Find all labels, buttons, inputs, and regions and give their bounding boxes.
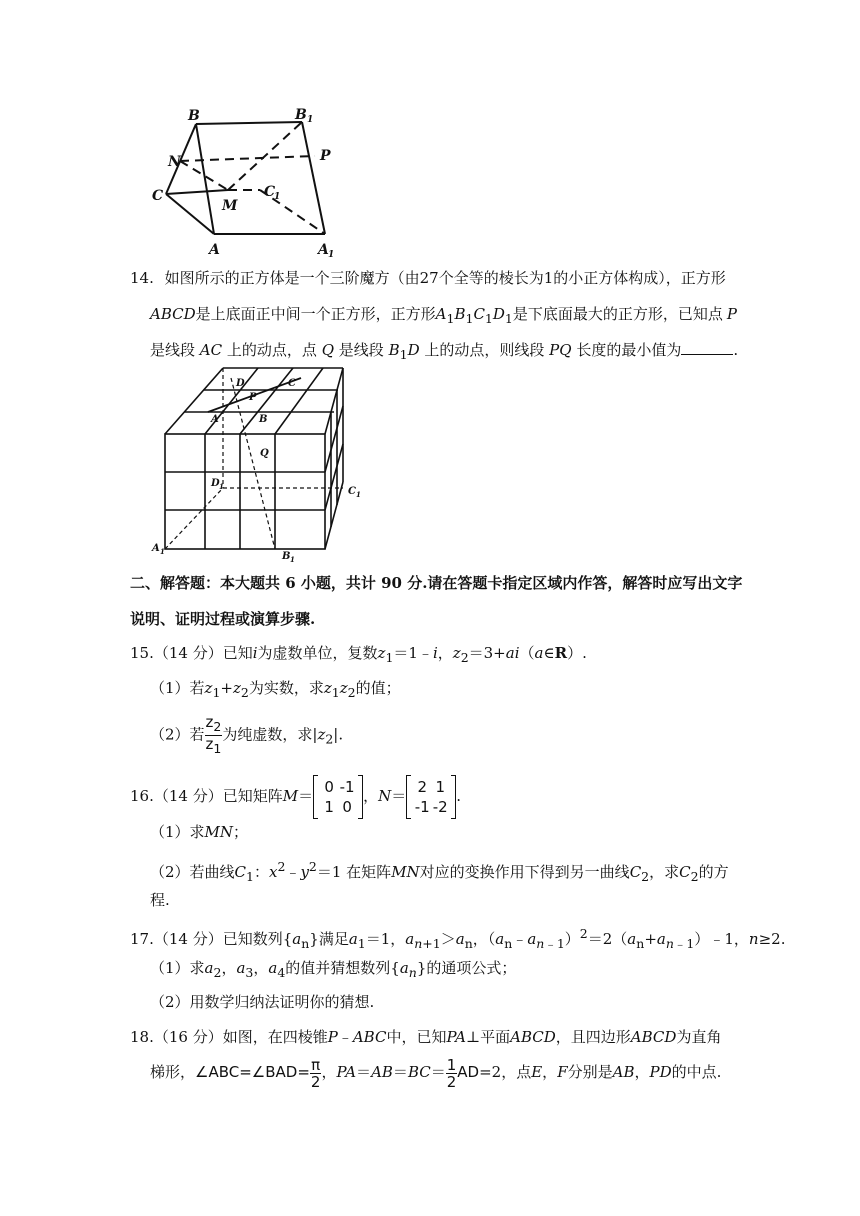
q14-q: Q (321, 341, 334, 359)
q17-p1k: a (399, 959, 409, 977)
q15-p1i: 1 (331, 685, 340, 700)
q14-pq: PQ (549, 341, 572, 359)
q14-b1d: B (388, 341, 400, 359)
q14-line1 (130, 268, 726, 288)
m12: -1 (339, 778, 355, 796)
label-A1-sub: 1 (160, 547, 165, 556)
q18-ABCD: ABCD (510, 1028, 556, 1046)
q14-text1: 如图所示的正方体是一个三阶魔方（由27个全等的棱长为1的小正方体构成），正方形 (164, 269, 726, 287)
q16-p2b: C (234, 863, 247, 881)
fraction-z2-over-z1 (205, 714, 223, 757)
q15-z1: z (377, 644, 386, 662)
q18-stem (130, 1027, 721, 1047)
q15-p2d: 2 (325, 731, 334, 747)
q17-n: n (748, 930, 759, 948)
q17-a2s (414, 936, 441, 951)
q17-p1i: 4 (277, 965, 286, 980)
frac-num-sub: 2 (213, 719, 222, 734)
label-N: N (168, 154, 181, 170)
n22: -2 (432, 798, 448, 816)
q18-ABCD2: ABCD (630, 1028, 677, 1046)
q17-p1j: 的值并猜想数列{ (285, 959, 400, 977)
q17-a3s: n (464, 936, 473, 951)
q15-z2-sub: 2 (460, 650, 469, 665)
edge-CA (166, 194, 214, 234)
q18-AB: AB (371, 1063, 393, 1081)
label-B1-sub: 1 (307, 115, 314, 125)
q17-t10: ≥2. (758, 930, 786, 948)
section2-line1: 二、解答题：本大题共 6 小题，共计 90 分.请在答题卡指定区域内作答，解答时应写出文字 (130, 574, 743, 592)
right-h1 (325, 406, 343, 472)
q17-a4: a (495, 930, 505, 948)
q17-ansub: n (301, 936, 310, 951)
q17-p1h: a (268, 959, 278, 977)
label-D: D (236, 378, 245, 389)
answer-blank[interactable] (681, 340, 733, 355)
q16-p2m: C (629, 863, 642, 881)
front-face (165, 434, 325, 549)
q18-l2j: 的中点. (671, 1063, 722, 1081)
q18-l2c: ＝ (356, 1063, 372, 1081)
q15-p1h: z (323, 679, 332, 697)
q16-M: M (282, 787, 299, 805)
q14-d: D (407, 341, 420, 359)
n11: 2 (417, 778, 428, 796)
label-B1-sub: 1 (290, 555, 295, 562)
q17-an: a (292, 930, 302, 948)
q17-t3: ＞ (440, 930, 456, 948)
q15-ai: ai (505, 644, 520, 662)
q14-line2 (150, 304, 737, 329)
q14-d1-sub: 1 (504, 311, 513, 326)
fraction-pi-over-2 (310, 1057, 322, 1090)
q17-a4s: n (504, 936, 513, 951)
q16-part2-cont: 程. (150, 891, 170, 909)
frac-one: 1 (446, 1055, 457, 1074)
q17-stem (130, 924, 785, 954)
frac-den-z: z (205, 735, 214, 753)
edge-BB1 (196, 122, 302, 124)
q16-p2g: ﹣ (285, 863, 301, 881)
q18-t2: 中，已知 (386, 1028, 447, 1046)
q18-l2h: 分别是 (567, 1063, 613, 1081)
q18-AB2: AB (612, 1063, 635, 1081)
q18-head: 18.（16 分）如图，在四棱锥 (130, 1028, 328, 1046)
q18-F: F (557, 1063, 568, 1081)
q18-l2g: ， (542, 1063, 558, 1081)
q15-p2c: z (317, 725, 326, 744)
q15-p2a: （2）若 (150, 725, 205, 744)
q14-text4: 是线段 (150, 341, 196, 359)
q17-p1f: 3 (245, 965, 254, 980)
frac-two: 2 (310, 1072, 321, 1091)
q15-p2b: 为纯虚数，求| (222, 725, 318, 744)
q15-p1a: （1）若 (150, 679, 205, 697)
q15-part2 (150, 714, 343, 758)
label-C1-sub: 1 (356, 490, 361, 499)
q17-t4: ，（ (472, 930, 496, 948)
edge-CM (166, 190, 228, 194)
q18-l2b: ， (321, 1063, 337, 1081)
frac-num-z: z (205, 713, 214, 731)
q16-part1 (150, 822, 248, 842)
q17-a5: a (527, 930, 537, 948)
label-C1: C (348, 486, 356, 497)
q18-t5: 为直角 (676, 1028, 722, 1046)
q17-a7s-n: n (665, 936, 674, 951)
label-C: C (152, 188, 164, 204)
q15-i: i (252, 644, 258, 662)
q15-p1d: + (220, 679, 233, 697)
q16-p2q: 2 (690, 869, 699, 884)
edge-B1A1 (302, 122, 325, 234)
q15-t6: ∈ (543, 644, 555, 662)
q16-p2d: ： (253, 863, 269, 881)
q17-t8: + (644, 930, 657, 948)
q14-text7: 上的动点，则线段 (424, 341, 545, 359)
label-B: B (188, 108, 200, 124)
q17-t9: ）﹣1， (694, 930, 749, 948)
label-B1: B (295, 107, 307, 123)
q15-p2e: |. (333, 725, 344, 744)
q15-p1f: 2 (240, 685, 249, 700)
q14-text5: 上的动点，点 (226, 341, 317, 359)
m11: 0 (324, 778, 334, 796)
q17-a2s-plus: +1 (422, 936, 441, 951)
q16-N: N (378, 787, 392, 805)
q17-t1: }满足 (309, 930, 349, 948)
q16-p2p: C (679, 863, 691, 881)
q18-l2a: 梯形， (150, 1063, 196, 1081)
frac-den (205, 736, 223, 757)
q17-a5s (536, 936, 565, 951)
frac-pi: π (311, 1055, 321, 1074)
q18-t1: ﹣ (337, 1028, 353, 1046)
q14-text8: 长度的最小值为 (576, 341, 682, 359)
q14-a1-sub: 1 (446, 311, 455, 326)
q15-stem (130, 643, 587, 668)
q17-p1a: （1）求 (150, 959, 205, 977)
q15-p1b: z (204, 679, 213, 697)
q15-t7: ）. (567, 644, 587, 662)
q17-a2: a (405, 930, 415, 948)
q17-a3: a (455, 930, 465, 948)
q18-AD: AD (457, 1063, 480, 1081)
q16-p1a: （1）求 (150, 823, 205, 841)
q15-z1-sub: 1 (385, 650, 394, 665)
matrix-M (313, 775, 363, 819)
q15-p1k: 2 (347, 685, 356, 700)
label-A1: A (318, 242, 329, 258)
q16-p2a: （2）若曲线 (150, 863, 235, 881)
q16-eq2: ＝ (391, 787, 407, 805)
q17-p1m: }的通项公式； (416, 959, 517, 977)
label-A: A (209, 242, 220, 258)
q17-p1g: ， (253, 959, 269, 977)
label-D1-sub: 1 (219, 482, 224, 491)
q14-b1-sub: 1 (465, 311, 474, 326)
label-Q: Q (260, 448, 269, 459)
prism-figure (150, 104, 350, 260)
q17-a7s (666, 936, 695, 951)
frac-num (205, 714, 223, 736)
q16-part2 (150, 857, 729, 887)
q15-p1c: 1 (212, 685, 221, 700)
label-A: A (211, 414, 219, 425)
q18-BC: BC (407, 1063, 431, 1081)
q17-t6: ） (564, 930, 580, 948)
q17-p1c: 2 (213, 965, 222, 980)
q16-p2i: 2 (308, 859, 317, 874)
q18-t4: ，且四边形 (555, 1028, 631, 1046)
q17-t2: ＝1， (365, 930, 406, 948)
q14-period: . (733, 341, 739, 359)
q15-part1 (150, 678, 401, 703)
q18-PA2: PA (336, 1063, 357, 1081)
q16-comma: ， (363, 787, 379, 805)
q16-p2c: 1 (246, 869, 254, 884)
q18-P: P (327, 1028, 338, 1046)
q15-i2: i (432, 644, 438, 662)
q15-t2: ＝1﹣ (393, 644, 433, 662)
q14-p: P (726, 305, 737, 323)
n12: 1 (435, 778, 446, 796)
matrix-N (406, 775, 456, 819)
q17-a7s-minus: ﹣1 (673, 936, 695, 951)
q18-l2f: =2，点 (479, 1063, 532, 1081)
label-C1: C (264, 184, 276, 200)
q16-p2n: 2 (641, 869, 650, 884)
q18-E: E (531, 1063, 543, 1081)
right-bottom-edge (325, 482, 343, 549)
q16-p2e: x (269, 863, 278, 881)
right-h2 (325, 444, 343, 510)
top-right-edge (325, 368, 343, 434)
fraction-one-half (446, 1057, 458, 1090)
q16-eq1: ＝ (298, 787, 314, 805)
q14-number: 14. (130, 269, 154, 287)
q18-l2e: ＝ (430, 1063, 446, 1081)
m21: 1 (324, 798, 334, 816)
q14-c1-sub: 1 (484, 311, 493, 326)
q17-a1s: 1 (357, 936, 366, 951)
q17-head: 17.（14 分）已知数列{ (130, 930, 293, 948)
label-C: C (288, 378, 296, 389)
q14-text6: 是线段 (338, 341, 384, 359)
label-P: P (320, 148, 331, 164)
q16-p2l: 对应的变换作用下得到另一曲线 (419, 863, 630, 881)
label-D1: D (211, 478, 220, 489)
q17-sup2: 2 (579, 926, 588, 941)
q18-PA: PA (446, 1028, 467, 1046)
q17-p1b: a (204, 959, 214, 977)
q14-d1: D (492, 305, 505, 323)
q17-t7: ＝2（ (587, 930, 628, 948)
q18-l2i: ， (634, 1063, 650, 1081)
q16-p2f: 2 (277, 859, 286, 874)
q15-z2: z (452, 644, 461, 662)
q15-p1g: 为实数，求 (248, 679, 324, 697)
n21: -1 (414, 798, 430, 816)
m22: 0 (342, 798, 352, 816)
q15-R: R (554, 644, 568, 662)
q16-p1b: MN (204, 823, 234, 841)
q17-a5s-n: n (536, 936, 545, 951)
q14-ac: AC (199, 341, 223, 359)
hidden-A1D1 (165, 488, 223, 549)
q16-head: 16.（14 分）已知矩阵 (130, 787, 283, 805)
q15-t3: ， (437, 644, 453, 662)
label-C1-sub: 1 (274, 192, 281, 202)
q17-part2: （2）用数学归纳法证明你的猜想. (150, 993, 375, 1011)
matrix-N-row2 (413, 797, 449, 817)
segment-B1D (231, 378, 275, 549)
q16-stem (130, 772, 461, 820)
label-B: B (259, 414, 268, 425)
q17-p1d: ， (221, 959, 237, 977)
label-P: P (249, 392, 257, 403)
rubiks-cube-figure (148, 362, 370, 562)
q14-text3: 是下底面最大的正方形，已知点 (512, 305, 723, 323)
q14-text2: 是上底面正中间一个正方形，正方形 (195, 305, 436, 323)
q14-b1: B (454, 305, 466, 323)
matrix-M-row2 (320, 797, 356, 817)
frac-den-sub: 1 (213, 741, 222, 756)
frac-half-two: 2 (446, 1072, 457, 1091)
q18-t3: ⊥平面 (466, 1028, 511, 1046)
q17-a2s-n: n (414, 936, 423, 951)
q15-t1: 为虚数单位，复数 (257, 644, 378, 662)
q17-a6s: n (636, 936, 645, 951)
q18-l2d: ＝ (392, 1063, 408, 1081)
q16-p2j: ＝1 在矩阵 (316, 863, 392, 881)
q17-a7: a (656, 930, 666, 948)
q17-part1 (150, 958, 516, 983)
q17-p1l: n (408, 965, 417, 980)
q14-abcd: ABCD (150, 305, 196, 323)
q16-p2r: 的方 (698, 863, 729, 881)
q18-ABC: ABC (352, 1028, 387, 1046)
q15-p1l: 的值； (355, 679, 401, 697)
q14-c1: C (473, 305, 485, 323)
q18-line2 (150, 1052, 721, 1092)
q16-p2o: ，求 (649, 863, 680, 881)
q17-p1e: a (236, 959, 246, 977)
q17-a6: a (627, 930, 637, 948)
q14-b1d-sub: 1 (399, 347, 408, 362)
q18-PD: PD (649, 1063, 672, 1081)
q18-angle: ∠ABC=∠BAD= (195, 1063, 310, 1081)
q15-p1e: z (232, 679, 241, 697)
q15-a: a (534, 644, 544, 662)
q16-p1c: ； (233, 823, 249, 841)
dash-NP (180, 156, 315, 161)
q14-a1: A (435, 305, 447, 323)
label-B1: B (282, 551, 291, 562)
q16-end: . (456, 787, 462, 805)
q17-a5s-minus: ﹣1 (544, 936, 565, 951)
q16-p2k: MN (391, 863, 420, 881)
label-A1: A (152, 543, 160, 554)
matrix-M-row1 (320, 777, 356, 797)
q17-t5: ﹣ (512, 930, 528, 948)
q15-t4: ＝3+ (468, 644, 506, 662)
label-M: M (222, 198, 238, 214)
q15-p1j: z (339, 679, 348, 697)
label-A1-sub: 1 (328, 250, 335, 260)
q17-a1: a (348, 930, 358, 948)
q16-p2h: y (300, 863, 309, 881)
section2-line2: 说明、证明过程或演算步骤. (130, 610, 316, 628)
q15-t5: （ (519, 644, 535, 662)
matrix-N-row1 (413, 777, 449, 797)
q15-head: 15.（14 分）已知 (130, 644, 253, 662)
